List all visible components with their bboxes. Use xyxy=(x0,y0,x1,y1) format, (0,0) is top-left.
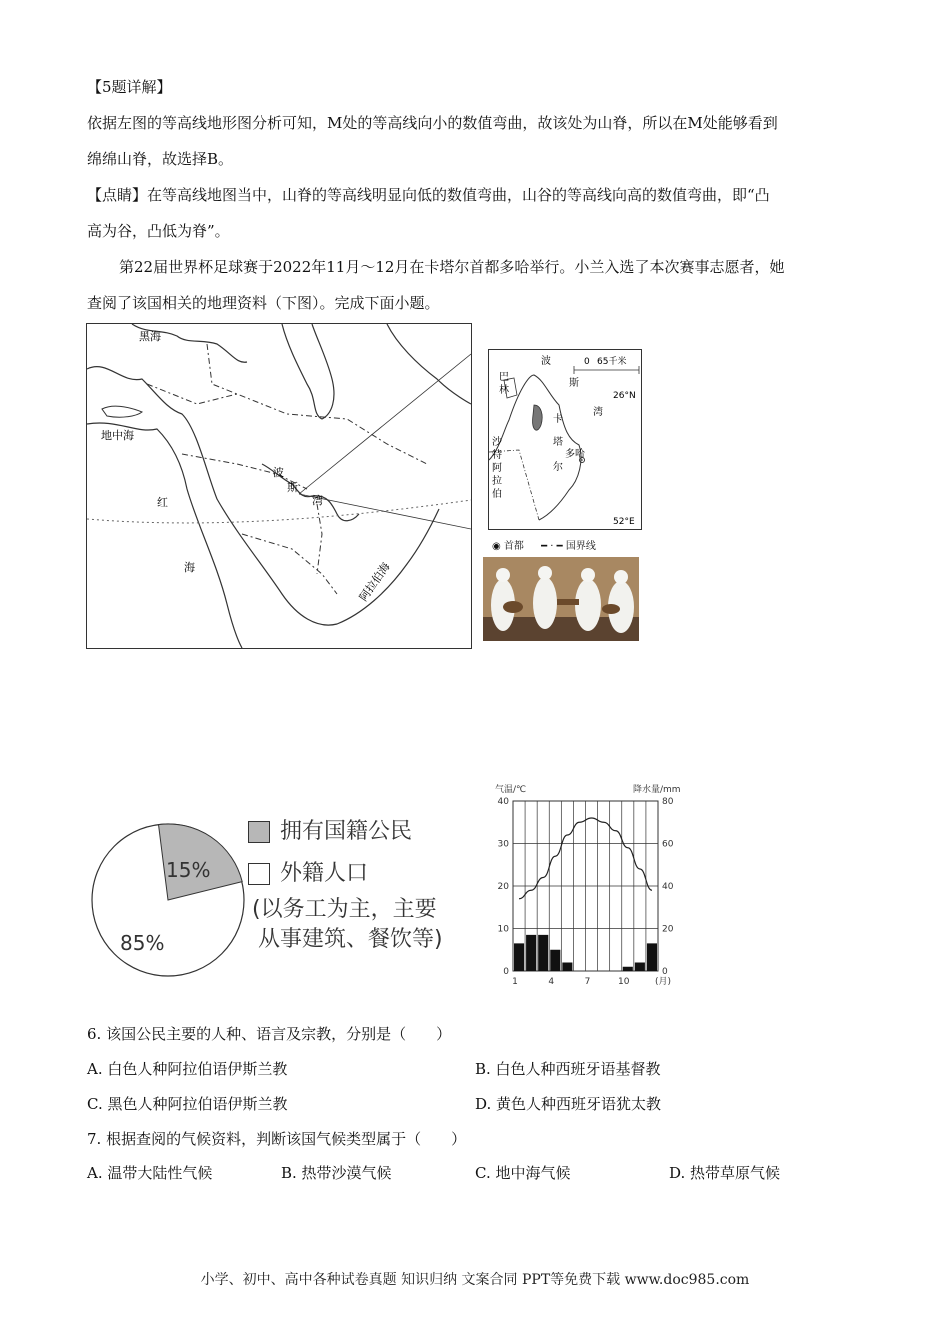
pie-label-85: 85% xyxy=(120,931,165,955)
q6-option-b[interactable]: B. 白色人种西班牙语基督教 xyxy=(475,1060,661,1078)
inset-legend xyxy=(492,537,596,552)
inset-label-te: 特 xyxy=(492,450,502,461)
precip-bar xyxy=(647,943,657,971)
tick-left: 40 xyxy=(497,797,509,807)
legend-foreign-note2: 从事建筑、餐饮等) xyxy=(258,927,443,952)
tick-x: 1 xyxy=(512,977,518,987)
intro-line1: 第22届世界杯足球赛于2022年11月～12月在卡塔尔首都多哈举行。小兰入选了本次赛事志愿者，她 xyxy=(119,258,785,276)
tick-right: 0 xyxy=(662,967,668,977)
label-black-sea: 黑海 xyxy=(139,330,161,343)
tick-left: 0 xyxy=(503,967,509,977)
inset-label-ka: 卡 xyxy=(553,414,563,425)
q7-option-c[interactable]: C. 地中海气候 xyxy=(475,1164,571,1182)
precip-bar xyxy=(562,963,572,972)
musicians-photo xyxy=(483,557,639,641)
legend-citizen: 拥有国籍公民 xyxy=(280,819,413,844)
inset-label-ta: 塔 xyxy=(553,437,563,448)
inset-label-bo: 波 xyxy=(541,356,551,367)
legend-border: 国界线 xyxy=(565,541,596,552)
legend-foreign-note1: (以务工为主，主要 xyxy=(252,897,437,922)
inset-lon: 52°E xyxy=(613,517,635,527)
pie-label-15: 15% xyxy=(166,858,211,882)
label-gulf: 湾 xyxy=(312,494,323,507)
q6-option-c[interactable]: C. 黑色人种阿拉伯语伊斯兰教 xyxy=(87,1095,288,1113)
inset-scale: 65千米 xyxy=(597,357,627,367)
inset-map xyxy=(488,349,642,530)
precip-bar xyxy=(623,967,633,971)
q6-option-a[interactable]: A. 白色人种阿拉伯语伊斯兰教 xyxy=(87,1060,288,1078)
tick-right: 20 xyxy=(662,924,674,935)
chart-ylabel-left: 气温/℃ xyxy=(495,785,527,795)
inset-label-doha: 多哈 xyxy=(565,449,585,460)
precip-bar xyxy=(538,935,548,971)
pie-chart xyxy=(86,805,251,985)
label-mediterranean: 地中海 xyxy=(101,429,134,442)
label-sea: 海 xyxy=(184,561,195,574)
chart-xlabel: (月) xyxy=(655,977,672,987)
tick-x: 4 xyxy=(548,977,555,987)
inset-label-si: 斯 xyxy=(569,378,579,389)
section5-line2: 绵绵山脊，故选择B。 xyxy=(87,150,234,168)
label-persian-2: 斯 xyxy=(287,481,298,494)
legend-capital: 首都 xyxy=(503,541,524,552)
q7-stem: 7. 根据查阅的气候资料，判断该国气候类型属于（ ） xyxy=(87,1130,467,1148)
inset-label-wan: 湾 xyxy=(593,407,603,418)
precip-bar xyxy=(550,950,560,971)
precip-bar xyxy=(526,935,536,971)
inset-label-la: 拉 xyxy=(492,476,502,487)
legend-swatch-citizen xyxy=(248,821,270,843)
tick-x: 7 xyxy=(584,977,591,987)
q7-option-a[interactable]: A. 温带大陆性气候 xyxy=(87,1164,213,1182)
climate-chart xyxy=(483,781,693,991)
inset-label-lin: 林 xyxy=(499,385,509,396)
legend-swatch-foreign xyxy=(248,863,270,885)
pie-legend xyxy=(248,817,443,955)
inset-label-bo2: 伯 xyxy=(492,489,502,500)
tick-right: 40 xyxy=(662,882,674,892)
precip-bar xyxy=(635,963,645,972)
inset-label-sha: 沙 xyxy=(492,437,502,448)
intro-line2: 查阅了该国相关的地理资料（下图）。完成下面小题。 xyxy=(87,294,440,312)
tick-x: 10 xyxy=(618,977,630,987)
border-icon: ━ · ━ xyxy=(541,541,563,552)
tick-left: 20 xyxy=(497,882,509,892)
main-map xyxy=(86,323,472,649)
tick-right: 80 xyxy=(662,797,674,807)
inset-label-er: 尔 xyxy=(553,462,563,473)
legend-foreign: 外籍人口 xyxy=(280,861,369,886)
section5-heading: 【5题详解】 xyxy=(87,78,172,96)
label-arabian-sea: 阿拉伯海 xyxy=(356,560,393,604)
capital-icon: ◉ xyxy=(492,541,501,552)
label-red: 红 xyxy=(157,496,168,509)
inset-label-a: 阿 xyxy=(492,463,502,474)
q6-option-d[interactable]: D. 黄色人种西班牙语犹太教 xyxy=(475,1095,662,1113)
tick-right: 60 xyxy=(662,839,674,850)
precip-bar xyxy=(514,943,524,971)
label-persian-1: 波 xyxy=(273,466,284,479)
inset-scale-zero: 0 xyxy=(584,357,590,367)
tip-line1: 【点睛】在等高线地图当中，山脊的等高线明显向低的数值弯曲，山谷的等高线向高的数值弯曲，即“凸 xyxy=(87,186,770,204)
section5-line1: 依据左图的等高线地形图分析可知，M处的等高线向小的数值弯曲，故该处为山脊，所以在M处能够看到 xyxy=(87,114,778,132)
q7-option-b[interactable]: B. 热带沙漠气候 xyxy=(281,1164,392,1182)
inset-label-ba: 巴 xyxy=(499,372,509,383)
tick-left: 10 xyxy=(497,924,509,935)
tick-left: 30 xyxy=(497,839,509,850)
chart-ylabel-right: 降水量/mm xyxy=(633,785,681,795)
q7-option-d[interactable]: D. 热带草原气候 xyxy=(669,1164,781,1182)
tip-line2: 高为谷，凸低为脊”。 xyxy=(87,222,230,240)
q6-stem: 6. 该国公民主要的人种、语言及宗教，分别是（ ） xyxy=(87,1025,452,1043)
page-footer: 小学、初中、高中各种试卷真题 知识归纳 文案合同 PPT等免费下载 www.doc985.com xyxy=(200,1272,750,1288)
inset-lat: 26°N xyxy=(613,391,636,401)
